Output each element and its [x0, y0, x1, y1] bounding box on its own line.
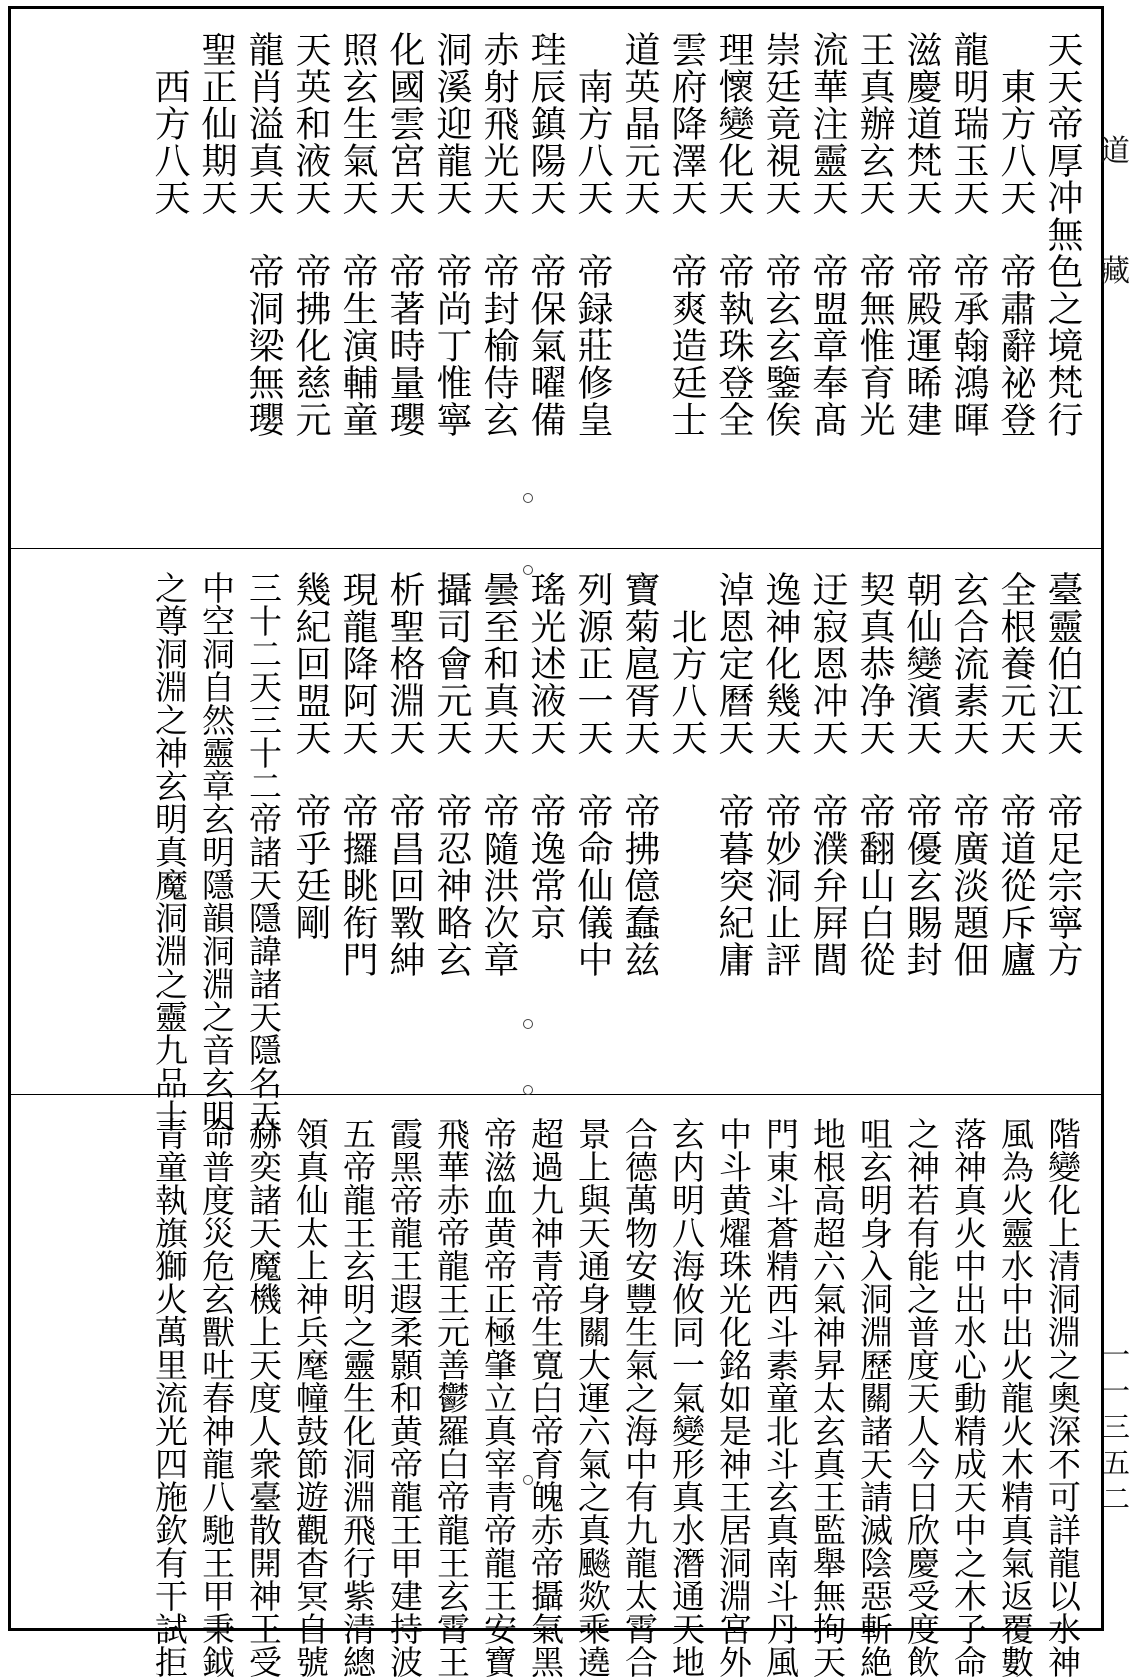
margin-title-char: 藏 [1100, 254, 1130, 289]
binding-hole-marker [541, 37, 551, 47]
text-column: 析聖格淵天 帝昌回斁紳 [384, 571, 425, 978]
text-column: 淖恩定曆天 帝暮突紀庸 [713, 571, 754, 978]
text-column: 曇至和真天 帝隨洪次章 [478, 571, 519, 978]
text-column: 合德萬物安豐生氣之海中有九龍太霄合 [620, 1117, 659, 1678]
text-column: 青童執旗獅火萬里流光四施欽有干試拒 [150, 1117, 189, 1678]
text-column: 霞黑帝龍王遐柔顥和黄帝龍王甲建持波 [385, 1117, 424, 1678]
text-column: 理懷變化天 帝執珠登全 [713, 31, 754, 438]
text-column: 洞溪迎龍天 帝尚丁惟寧 [431, 31, 472, 438]
text-column: 景上與天通身關大運六氣之真飈欻乘遶 [573, 1117, 612, 1678]
binding-hole-marker [523, 1085, 533, 1095]
text-column: 列源正一天 帝命仙儀中 [572, 571, 613, 978]
text-columns [11, 549, 1101, 1132]
text-column: 之尊洞淵之神玄明真魔洞淵之靈九品十 [150, 571, 189, 1132]
text-column: 帝滋血黄帝正極肇立真宰青帝龍王安寶 [479, 1117, 518, 1678]
text-column: 逸神化幾天 帝妙洞止評 [760, 571, 801, 978]
text-column: 瑤光述液天 帝逸常京 [525, 571, 566, 941]
binding-hole-marker [523, 1475, 533, 1485]
text-column: 落神真火中出水心動精成天中之木子命 [949, 1117, 988, 1678]
text-column: 朝仙變濱天 帝優玄賜封 [901, 571, 942, 978]
text-column: 攝司會元天 帝忍神略玄 [431, 571, 472, 978]
margin-title-char: 道 [1100, 134, 1130, 169]
text-column: 崇廷竟視天 帝玄玄鑒俟 [760, 31, 801, 438]
text-column: 雲府降澤天 帝爽造廷士 [666, 31, 707, 438]
text-column: 迂寂恩冲天 帝濮弁屛閭 [807, 571, 848, 978]
scripture-page [8, 6, 1104, 1678]
text-column: 之神若有能之普度天人今日欣慶受度飲 [902, 1117, 941, 1678]
text-column: 全根養元天 帝道從斥廬 [995, 571, 1036, 978]
text-column: 照玄生氣天 帝生演輔童 [337, 31, 378, 438]
text-column: 咀玄明身入洞淵歷關諸天請滅陰惡斬絶 [855, 1117, 894, 1678]
text-column: 命普度災危玄獸吐春神龍八馳王甲秉鉞 [197, 1117, 236, 1678]
text-column: 中斗黄燿珠光化銘如是神王居洞淵宮外 [714, 1117, 753, 1678]
binding-hole-marker [523, 493, 533, 503]
text-column: 赫奕諸天魔機上天度人衆臺散開神王受 [244, 1117, 283, 1678]
text-column: 道英晶元天 [619, 31, 660, 216]
middle-panel [11, 549, 1101, 1132]
text-columns [11, 1095, 1101, 1678]
text-column: 北方八天 [666, 571, 707, 756]
text-column: 王真辦玄天 帝無惟育光 [854, 31, 895, 438]
text-column: 玄合流素天 帝廣淡題佃 [948, 571, 989, 978]
text-column: 化國雲宮天 帝著時量瓔 [384, 31, 425, 438]
text-column: 滋慶道梵天 帝殿運晞建 [901, 31, 942, 438]
text-column: 幾紀回盟天 帝乎廷剛 [290, 571, 331, 941]
text-column: 契真恭净天 帝翻山白從 [854, 571, 895, 978]
text-column: 南方八天 帝録莊修皇 [572, 31, 613, 438]
binding-hole-marker [523, 565, 533, 575]
text-column: 中空洞自然靈章玄明隱韻洞淵之音玄明 [197, 571, 236, 1132]
text-column: 天天帝厚冲無色之境梵行 [1042, 31, 1083, 438]
text-columns [11, 9, 1101, 548]
text-column: 臺靈伯江天 帝足宗寧方 [1042, 571, 1083, 978]
text-column: 飛華赤帝龍王元善鬱羅白帝龍王玄霄王 [432, 1117, 471, 1678]
text-column: 寶菊扈胥天 帝拂億蠢兹 [619, 571, 660, 978]
text-column: 現龍降阿天 帝攞眺衔門 [337, 571, 378, 978]
text-column: 三十二天三十二帝諸天隱諱諸天隱名天 [244, 571, 283, 1132]
text-column: 玄内明八海攸同一氣變形真水潛通天地 [667, 1117, 706, 1678]
text-column: 階變化上清洞淵之奧深不可詳龍以水神 [1043, 1117, 1082, 1678]
text-column: 龍肖溢真天 帝洞梁無瓔 [243, 31, 284, 438]
text-column: 珪辰鎮陽天 帝保氣曜備 [525, 31, 566, 438]
text-column: 聖正仙期天 [196, 31, 237, 216]
text-column: 領真仙太上神兵麾幢鼓節遊觀杳冥自號 [291, 1117, 330, 1678]
page-number: 一一三五二 [1098, 1340, 1131, 1520]
text-column: 流華注靈天 帝盟章奉髙 [807, 31, 848, 438]
lower-panel [11, 1095, 1101, 1678]
upper-panel [11, 9, 1101, 549]
text-column: 天英和液天 帝拂化慈元 [290, 31, 331, 438]
text-column: 龍明瑞玉天 帝承翰鴻暉 [948, 31, 989, 438]
text-column: 西方八天 [149, 31, 190, 216]
binding-hole-marker [523, 1019, 533, 1029]
text-column: 門東斗蒼精西斗素童北斗玄真南斗丹風 [761, 1117, 800, 1678]
text-column: 五帝龍王玄明之靈生化洞淵飛行紫清總 [338, 1117, 377, 1678]
text-column: 超過九神青帝生寬白帝育魄赤帝攝氣黑 [526, 1117, 565, 1678]
text-column: 赤射飛光天 帝封榆侍玄 [478, 31, 519, 438]
text-column: 東方八天 帝肅辭祕登 [995, 31, 1036, 438]
text-column: 風為火靈水中出火龍火木精真氣返覆數 [996, 1117, 1035, 1678]
text-column: 地根高超六氣神昇太玄真王監舉無拘天 [808, 1117, 847, 1678]
